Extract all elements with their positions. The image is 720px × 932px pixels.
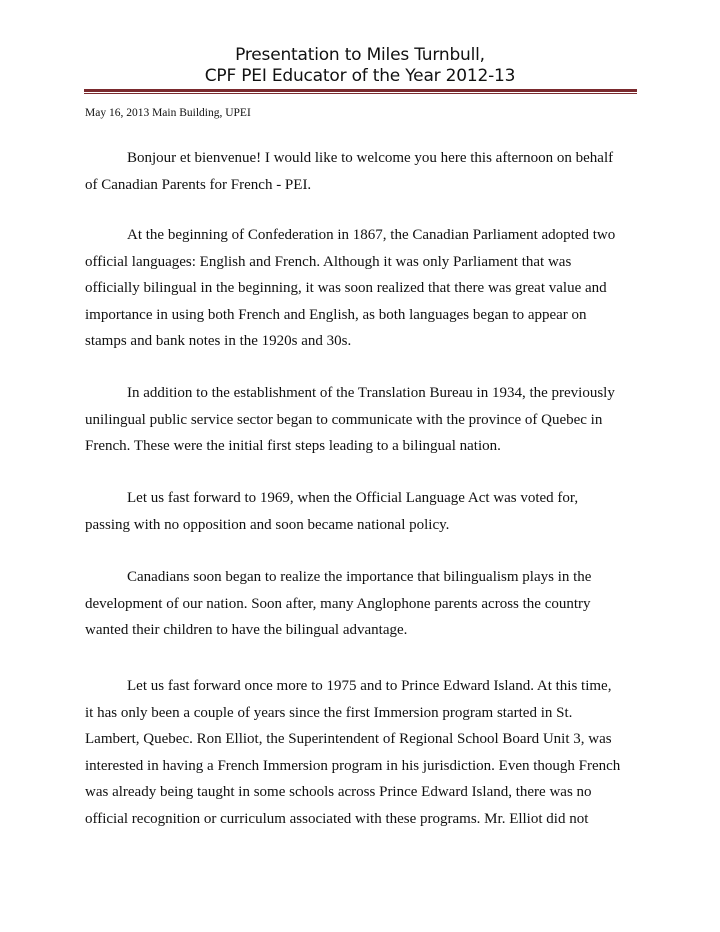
paragraph-line: it has only been a couple of years since the first Immersion program started in St. <box>85 704 573 721</box>
paragraph-line: official recognition or curriculum associated with these programs. Mr. Elliot did not <box>85 810 589 827</box>
document-title-line-1: Presentation to Miles Turnbull, <box>235 45 485 65</box>
dateline: May 16, 2013 Main Building, UPEI <box>85 107 251 119</box>
paragraph-3 <box>85 380 637 460</box>
paragraph-line: official languages: English and French. Although it was only Parliament that was <box>85 253 572 270</box>
paragraph-2 <box>85 222 637 355</box>
paragraph-4 <box>85 485 637 538</box>
paragraph-line: wanted their children to have the bilingual advantage. <box>85 622 408 638</box>
paragraph-line: interested in having a French Immersion program in his jurisdiction. Even though French <box>85 757 621 774</box>
paragraph-5 <box>85 564 637 644</box>
paragraph-line: Canadians soon began to realize the importance that bilingualism plays in the <box>127 569 592 585</box>
paragraph-line: passing with no opposition and soon became national policy. <box>85 516 450 533</box>
paragraph-line: officially bilingual in the beginning, it was soon realized that there was great value and <box>85 280 607 296</box>
paragraph-line: At the beginning of Confederation in 1867, the Canadian Parliament adopted two <box>127 227 616 243</box>
header-rule-thick <box>84 89 637 92</box>
paragraph-line: Let us fast forward to 1969, when the Official Language Act was voted for, <box>127 490 579 506</box>
header-rule-thin <box>84 93 637 94</box>
paragraph-line: Bonjour et bienvenue! I would like to welcome you here this afternoon on behalf <box>127 150 614 166</box>
document-title-line-2: CPF PEI Educator of the Year 2012-13 <box>204 66 516 86</box>
paragraph-line: French. These were the initial first steps leading to a bilingual nation. <box>85 438 501 454</box>
paragraph-line: Lambert, Quebec. Ron Elliot, the Superintendent of Regional School Board Unit 3, was <box>85 731 612 747</box>
paragraph-line: Let us fast forward once more to 1975 and to Prince Edward Island. At this time, <box>127 678 612 694</box>
paragraph-line: In addition to the establishment of the Translation Bureau in 1934, the previously <box>127 385 615 401</box>
paragraph-1 <box>85 145 637 198</box>
paragraph-line: unilingual public service sector began to communicate with the province of Quebec in <box>85 411 603 428</box>
paragraph-line: of Canadian Parents for French - PEI. <box>85 176 312 193</box>
paragraph-line: was already being taught in some schools across Prince Edward Island, there was no <box>85 784 592 800</box>
paragraph-line: importance in using both French and English, as both languages began to appear on <box>85 306 587 323</box>
paragraph-line: stamps and bank notes in the 1920s and 30s. <box>85 333 352 349</box>
paragraph-line: development of our nation. Soon after, many Anglophone parents across the country <box>85 595 591 612</box>
paragraph-6 <box>85 673 637 832</box>
